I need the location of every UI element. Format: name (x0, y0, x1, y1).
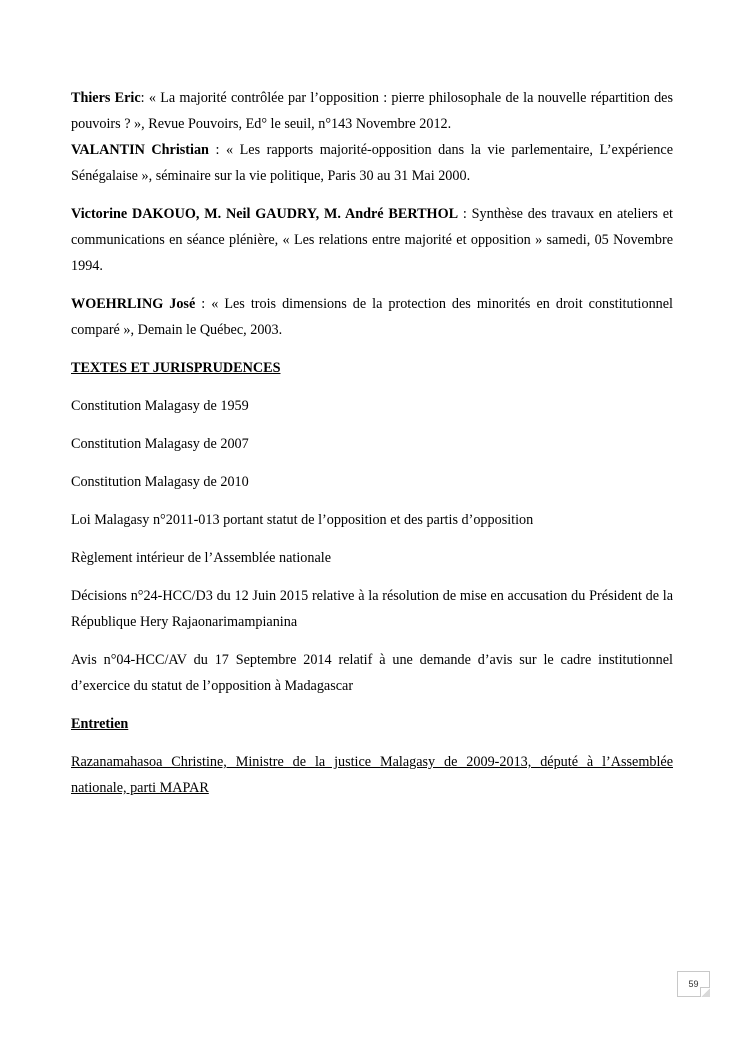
entry-author: WOEHRLING José (71, 296, 196, 312)
text-item: Règlement intérieur de l’Assemblée nationale (71, 550, 332, 566)
entry-text: : « Les rapports majorité-opposition dans la vie parlementaire, L’expérience Sénégalaise », séminaire sur la vie politique, Paris 30 au 31 Mai 2000. (71, 142, 673, 184)
bibliography-entry (71, 85, 673, 137)
document-body (71, 85, 673, 801)
interview-entry: Razanamahasoa Christine, Ministre de la justice Malagasy de 2009-2013, député à l’Assemblée nationale, parti MAPAR (71, 754, 673, 796)
page-number: 59 (677, 971, 710, 997)
section-heading-texts: TEXTES ET JURISPRUDENCES (71, 360, 281, 376)
text-item: Décisions n°24-HCC/D3 du 12 Juin 2015 relative à la résolution de mise en accusation du Président de la République Hery Rajaonarimampianina (71, 588, 673, 630)
entry-author: VALANTIN Christian (71, 142, 209, 158)
text-item: Constitution Malagasy de 2007 (71, 436, 249, 452)
entry-text: : « Les trois dimensions de la protection des minorités en droit constitutionnel comparé », Demain le Québec, 2003. (71, 296, 673, 338)
text-item: Constitution Malagasy de 2010 (71, 474, 249, 490)
bibliography-entry (71, 291, 673, 343)
section-heading-interview: Entretien (71, 716, 129, 732)
entry-author: Victorine DAKOUO, M. Neil GAUDRY, M. André BERTHOL (71, 206, 459, 222)
text-item: Loi Malagasy n°2011-013 portant statut de l’opposition et des partis d’opposition (71, 512, 534, 528)
bibliography-entry (71, 201, 673, 279)
page-corner-fold-icon (700, 987, 710, 997)
entry-author: Thiers Eric (71, 90, 141, 106)
text-item: Avis n°04-HCC/AV du 17 Septembre 2014 relatif à une demande d’avis sur le cadre institutionnel d’exercice du statut de l’opposition à Madagascar (71, 652, 673, 694)
bibliography-entry (71, 137, 673, 189)
entry-text: : « La majorité contrôlée par l’opposition : pierre philosophale de la nouvelle répartition des pouvoirs ? », Revue Pouvoirs, Ed° le seuil, n°143 Novembre 2012. (71, 90, 673, 132)
entry-text: : Synthèse des travaux en ateliers et communications en séance plénière, « Les relations entre majorité et opposition » samedi, 05 Novembre 1994. (71, 206, 673, 274)
text-item: Constitution Malagasy de 1959 (71, 398, 249, 414)
